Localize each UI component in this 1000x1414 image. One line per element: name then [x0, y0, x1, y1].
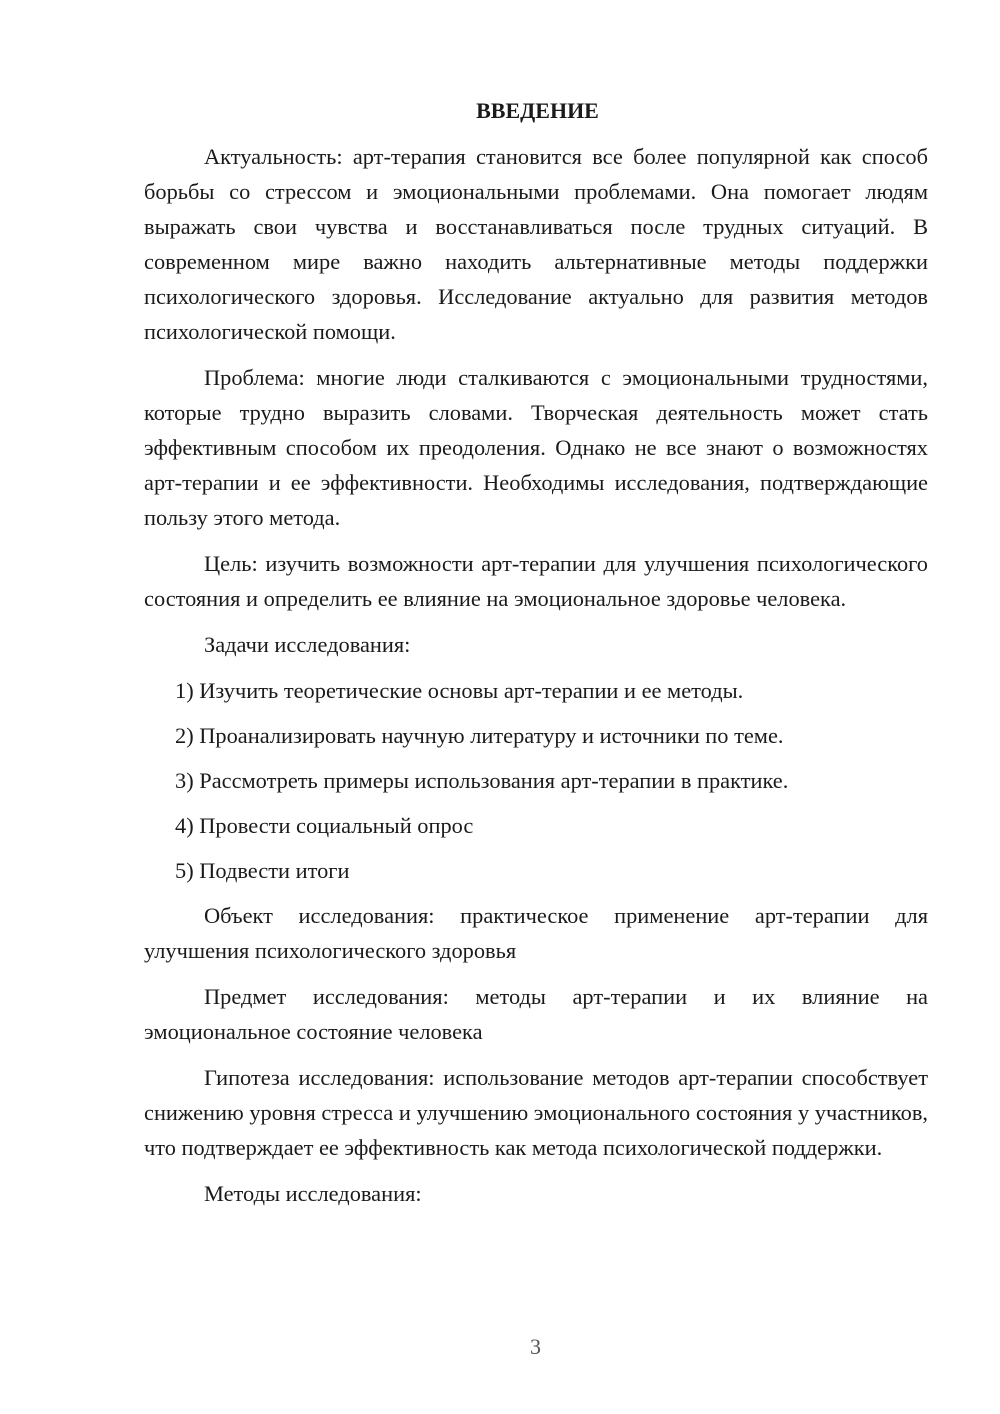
task-item: 4) Провести социальный опрос — [175, 813, 474, 838]
task-item: 5) Подвести итоги — [175, 858, 350, 883]
methods-heading: Методы исследования: — [204, 1181, 422, 1206]
task-item: 1) Изучить теоретические основы арт-терапии и ее методы. — [175, 678, 744, 703]
subject-paragraph: Предмет исследования: методы арт-терапии и их влияние на эмоциональное состояние человека — [144, 984, 928, 1044]
tasks-heading: Задачи исследования: — [204, 632, 411, 657]
object-paragraph: Объект исследования: практическое применение арт-терапии для улучшения психологического здоровья — [144, 903, 928, 963]
page-title: ВВЕДЕНИЕ — [476, 98, 599, 123]
task-item: 3) Рассмотреть примеры использования арт-терапии в практике. — [175, 768, 789, 793]
problem-paragraph: Проблема: многие люди сталкиваются с эмоциональными трудностями, которые трудно выразить словами. Творческая деятельность может стать эффективным способом их преодоления. Однако не все знают о возможностях арт-терапии и ее эффективности. Необходимы исследования, подтверждающие пользу этого метода. — [144, 365, 928, 530]
goal-paragraph: Цель: изучить возможности арт-терапии для улучшения психологического состояния и определить ее влияние на эмоциональное здоровье человека. — [144, 551, 928, 611]
document-body — [144, 94, 928, 1222]
tasks-list — [144, 673, 928, 888]
page-number: 3 — [530, 1334, 541, 1359]
task-item: 2) Проанализировать научную литературу и источники по теме. — [175, 723, 784, 748]
relevance-paragraph: Актуальность: арт-терапия становится все более популярной как способ борьбы со стрессом и эмоциональными проблемами. Она помогает людям выражать свои чувства и восстанавливаться после трудных ситуаций. В современном мире важно находить альтернативные методы поддержки психологического здоровья. Исследование актуально для развития методов психологической помощи. — [144, 144, 928, 344]
hypothesis-paragraph: Гипотеза исследования: использование методов арт-терапии способствует снижению уровня стресса и улучшению эмоционального состояния у участников, что подтверждает ее эффективность как метода психологической поддержки. — [144, 1065, 928, 1160]
